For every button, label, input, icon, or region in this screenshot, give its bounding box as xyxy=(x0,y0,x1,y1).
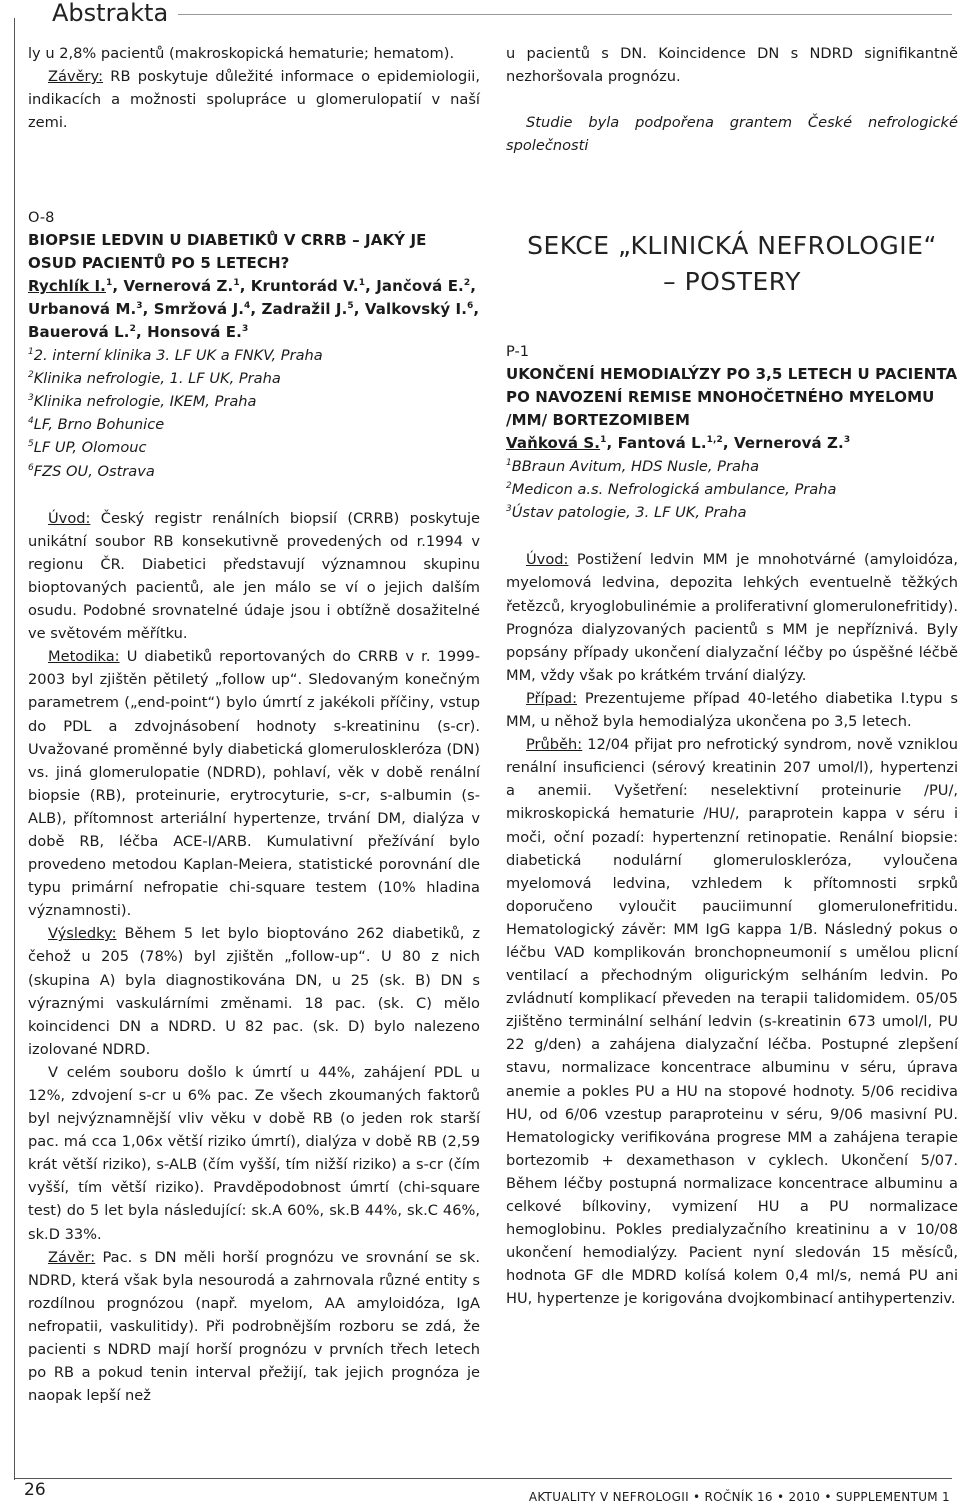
first-author: Rychlík I. xyxy=(28,277,106,296)
abstract-p1 xyxy=(506,228,958,1310)
results-paragraph: Výsledky: Během 5 let bylo bioptováno 262 diabetiků, z čehož u 205 (78%) byl zjištěn „follow-up“. U 80 z nich (skupina A) byla diagnostikována DN, u 25 (sk. B) DN s výraznými vaskulárními změnami. 18 pac. (sk. C) mělo koincidenci DN a NDRD. U 82 pac. (sk. D) bylo nalezeno izolované NDRD. xyxy=(28,925,480,1058)
journal-footer: AKTUALITY V NEFROLOGII • ROČNÍK 16 • 2010 • SUPPLEMENTUM 1 xyxy=(528,1490,950,1504)
conclusion-paragraph xyxy=(28,65,480,134)
author-list-p1: Vaňková S.$^1$, Fantová L.$^{1,2}$, Vernerová Z.$^3$ xyxy=(506,434,851,453)
results-paragraph-2: V celém souboru došlo k úmrtí u 44%, zahájení PDL u 12%, zdvojení s-cr u 6% pac. Ze všech zkoumaných faktorů byl nejvýznamnější vliv věku v době RB (o jeden rok starší pac. má cca 1,06x větší riziko úmrtí), dialýza v době RB (2,59 krát větší riziko), s-ALB (čím vyšší, tím nižší riziko) a s-cr (čím vyšší, tím větší riziko). Pravděpodobnost úmrtí (chi-square test) do 5 let byla následující: sk.A 60%, sk.B 44%, sk.C 46%, sk.D 33%. xyxy=(28,1063,480,1243)
conclusion-paragraph-o8: Závěr: Pac. s DN měli horší prognózu ve srovnání se sk. NDRD, která však byla nesourodá a zahrnovala různé entity s rozdílnou prognózou (např. myelom, AA amyloidóza, IgA nefropatii, vaskulitidy). Při podrobnějším rozboru se zdá, že pacienti s NDRD mají horší prognózu v prvních třech letech po RB a pokud tenin interval přežijí, tak jejich prognóza je naopak lepší než xyxy=(28,1248,480,1405)
methods-paragraph: Metodika: U diabetiků reportovaných do CRRB v r. 1999-2003 byl zjištěn pětiletý „follow up“. Sledovaným konečným parametrem („end-point“) bylo úmrtí z jakékoli příčiny, vstup do PDL a zdvojnásobení hodnoty s-kreatininu (s-cr). Uvažované proměnné byly diabetická glomeruloskleróza (DN) vs. jiná glomerulopatie (NDRD), pohlaví, věk v době renální biopsie (RB), proteinurie, erytrocyturie, s-cr, s-albumin (s-ALB), přítomnost arteriální hypertenze, trvání DM, dialýza v době RB, léčba ACE-I/ARB. Kumulativní přežívání bylo provedeno metodou Kaplan-Meiera, statistické porovnání dle typu primární nefropatie chi-square testem (10% hladina významnosti). xyxy=(28,648,480,920)
case-paragraph: Případ: Prezentujeme případ 40-letého diabetika I.typu s MM, u něhož byla hemodialýza ukončena po 3,5 letech. xyxy=(506,689,958,731)
author-list: Rychlík I.$^1$, Vernerová Z.$^1$, Kruntorád V.$^1$, Jančová E.$^2$, Urbanová M.$^3$, Smržová J.$^4$, Zadražil J.$^5$, Valkovský I.$^6$, Bauerová L.$^2$, Honsová E.$^3$ xyxy=(28,277,480,342)
page-header xyxy=(0,0,960,30)
course-paragraph: Průběh: 12/04 přijat pro nefrotický syndrom, nově vzniklou renální insuficienci (sérový kreatinin 207 umol/l), hypertenzi a anemii. Vyšetření: neselektivní proteinurie /PU/, mikroskopická hematurie /HU/, paraprotein kappa v séru i moči, oční pozadí: hypertenzní retinopatie. Renální biopsie: diabetická nodulární glomeruloskleróza, vyloučena myelomová ledvina, vzhledem k přítomnosti srpků doporučeno vyloučit pauciimunní glomerulonefritidu. Hematologický závěr: MM IgG kappa 1/B. Následný pokus o léčbu VAD komplikován bronchopneumonií s umělou plicní ventilací a přechodným oligurickým selháním ledvin. Po zvládnutí komplikací převeden na terapii talidomidem. 05/05 zjištěno terminální selhání ledvin (s-kreatinin 673 umol/l, PU 22 g/den) a zahájena dialyzační léčba. Postupné zlepšení stavu, normalizace koncentrace albuminu v séru, úprava anemie a pokles PU a HU na stopové hodnoty. 5/06 recidiva HU, od 6/06 vzestup paraproteinu v séru, 9/06 masivní PU. Hematologicky verifikována progrese MM a zahájena terapie bortezomib + dexamethason v cyklech. Ukončení 5/07. Během léčby postupná normalizace koncentrace albuminu a celkové bílkoviny, vymizení HU a PU normalizace hemoglobinu. Pokles predialyzačního kreatininu a v 10/08 ukončení hemodialýzy. Pacient nyní sledován 15 měsíců, hodnota GF dle MDRD kolísá kolem 0,4 ml/s, nemá PU ani HU, hypertenze je korigována dvojkombinací antihypertenziv. xyxy=(506,736,958,1308)
affiliation: $^2$Medicon a.s. Nefrologická ambulance, Praha xyxy=(506,481,837,499)
affiliation: $^3$Klinika nefrologie, IKEM, Praha xyxy=(28,393,257,411)
continued-paragraph: ly u 2,8% pacientů (makroskopická hematurie; hematom). xyxy=(28,45,455,62)
header-rule xyxy=(178,14,952,15)
affiliation: $^6$FZS OU, Ostrava xyxy=(28,462,155,480)
affiliation: $^2$Klinika nefrologie, 1. LF UK, Praha xyxy=(28,370,281,388)
affiliation: $^3$Ústav patologie, 3. LF UK, Praha xyxy=(506,504,747,522)
abstract-title-p1: UKONČENÍ HEMODIALÝZY PO 3,5 LETECH U PACIENTA PO NAVOZENÍ REMISE MNOHOČETNÉHO MYELOMU /MM/ BORTEZOMIBEM xyxy=(506,365,958,430)
right-column-top xyxy=(506,42,958,157)
continued-paragraph-right: u pacientů s DN. Koincidence DN s NDRD signifikantně nezhoršovala prognózu. xyxy=(506,45,958,86)
page-number: 26 xyxy=(24,1480,46,1500)
affiliation: $^4$LF, Brno Bohunice xyxy=(28,416,165,434)
intro-paragraph: Úvod: Český registr renálních biopsií (CRRB) poskytuje unikátní soubor RB konsekutivně provedených od r.1994 v regionu ČR. Diabetici představují významnou skupinu bioptovaných pacientů, ale jen málo se ví o jejich dalším osudu. Podobné srovnatelné údaje jsou i obtížně dosažitelné ve světovém měřítku. xyxy=(28,509,480,643)
intro-paragraph-p1: Úvod: Postižení ledvin MM je mnohotvárné (amyloidóza, myelomová ledvina, depozita lehkých eventuelně těžkých řetězců, kryoglobulinémie a proliferativní glomerulonefritidy). Prognóza dialyzovaných pacientů s MM je nepříznivá. Byly popsány případy ukončení dialyzační léčby po úspěšné léčbě MM, vždy však po krátkém trvání dialýzy. xyxy=(506,551,958,684)
abstract-o8 xyxy=(28,206,480,1407)
left-margin-rule xyxy=(14,18,15,1480)
abstract-title: BIOPSIE LEDVIN U DIABETIKŮ V CRRB – JAKÝ JE OSUD PACIENTŮ PO 5 LETECH? xyxy=(28,231,427,273)
footer-rule xyxy=(14,1478,952,1479)
left-column-top xyxy=(28,42,480,134)
abstract-code: O-8 xyxy=(28,209,55,226)
affiliation: $^1$2. interní klinika 3. LF UK a FNKV, Praha xyxy=(28,347,323,365)
section-title: Abstrakta xyxy=(52,0,169,27)
conclusion-label: Závěry: xyxy=(48,68,104,86)
grant-note: Studie byla podpořena grantem České nefrologické společnosti xyxy=(506,114,958,155)
section-heading: SEKCE „KLINICKÁ NEFROLOGIE“ – POSTERY xyxy=(527,231,937,296)
conclusion-text: RB poskytuje důležité informace o epidemiologii, indikacích a možnosti spolupráce u glomerulopatií v naší zemi. xyxy=(28,68,480,132)
abstract-code-p1: P-1 xyxy=(506,343,530,360)
affiliation: $^5$LF UP, Olomouc xyxy=(28,439,147,457)
affiliation: $^1$BBraun Avitum, HDS Nusle, Praha xyxy=(506,458,760,476)
